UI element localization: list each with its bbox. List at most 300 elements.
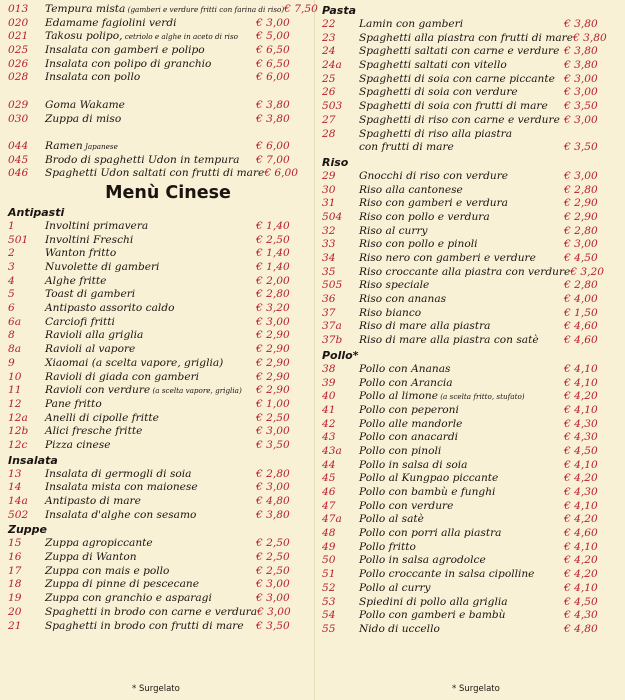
item-name [359, 266, 570, 280]
item-price: € 1,40 [256, 247, 290, 260]
item-price: € 1,50 [564, 306, 598, 319]
menu-item [8, 220, 308, 234]
item-price: € 4,30 [564, 486, 598, 498]
item-price: € 4,50 [564, 444, 598, 457]
item-name-text: Insalata di germogli di soia [45, 467, 192, 480]
item-name-text: Zuppa con mais e pollo [45, 564, 170, 577]
menu-item [8, 509, 308, 523]
item-price: € 4,80 [256, 495, 290, 507]
item-name-text: Involtini primavera [45, 219, 149, 232]
item-name-text: Nuvolette di gamberi [45, 261, 160, 273]
item-name-text: Pollo con peperoni [359, 403, 459, 416]
item-price: € 4,80 [564, 622, 598, 635]
item-price: € 1,40 [256, 219, 290, 232]
item-name-text: Pollo croccante in salsa cipolline [359, 568, 535, 581]
left-column [8, 3, 318, 633]
item-name [359, 73, 564, 87]
item-name-text: Riso di mare alla piastra [359, 320, 491, 333]
menu-item [322, 266, 616, 280]
menu-item [8, 620, 308, 634]
item-name-text: Riso con pollo e pinoli [359, 238, 478, 251]
menu-item [322, 609, 616, 623]
item-name-text: Spiedini di pollo alla griglia [359, 595, 508, 608]
item-name-text: Spaghetti Udon saltati con frutti di mare [45, 167, 265, 180]
item-name-text: Alghe fritte [45, 274, 107, 287]
item-name [359, 320, 564, 334]
item-price: € 2,80 [256, 288, 290, 301]
menu-item [8, 384, 308, 398]
menu-item [322, 431, 616, 445]
item-code: 504 [322, 210, 343, 223]
item-code: 46 [322, 486, 336, 498]
menu-item [8, 439, 308, 453]
item-code: 37 [322, 306, 336, 319]
footnote-surgelato-right: * Surgelato [452, 684, 500, 694]
menu-item [8, 126, 308, 140]
item-price: € 2,50 [256, 233, 290, 246]
section-riso-title: Riso [322, 155, 349, 169]
item-name-text: Riso nero con gamberi e verdure [359, 252, 536, 264]
item-code: 51 [322, 568, 336, 581]
item-price: € 7,50 [284, 3, 318, 15]
item-name-text: Takosu polipo, [45, 30, 123, 43]
item-name [45, 167, 264, 181]
item-code: 38 [322, 362, 336, 375]
item-code: 34 [322, 252, 336, 264]
item-code: 501 [8, 233, 29, 246]
menu-item [8, 592, 308, 606]
item-code: 41 [322, 403, 336, 416]
item-name-text: Zuppa di Wanton [45, 551, 137, 564]
item-code: 30 [322, 183, 336, 196]
menu-item [8, 58, 308, 72]
item-price: € 4,30 [564, 609, 598, 622]
item-name [359, 445, 564, 459]
item-price: € 4,60 [564, 320, 598, 333]
item-code: 50 [322, 554, 336, 567]
item-code: 16 [8, 551, 22, 564]
item-price: € 3,50 [256, 438, 290, 451]
item-name [45, 343, 256, 357]
item-code: 4 [8, 274, 15, 287]
item-name [359, 141, 564, 155]
item-code: 48 [322, 527, 336, 540]
item-code: 24 [322, 45, 336, 58]
menu-item [322, 527, 616, 541]
pollo-list [322, 363, 616, 637]
item-code: 55 [322, 622, 336, 635]
item-price: € 4,10 [564, 376, 598, 389]
item-price: € 3,20 [570, 265, 604, 278]
item-name [45, 468, 256, 482]
item-name-text: Zuppa di miso [45, 112, 122, 125]
item-name-text: Lamin con gamberi [359, 18, 464, 30]
item-name-text: Spaghetti di riso con carne e verdure [359, 113, 560, 126]
item-price: € 4,30 [564, 431, 598, 444]
section-zuppe-title: Zuppe [8, 523, 48, 537]
item-price: € 2,90 [256, 384, 290, 397]
item-name-text: Ravioli al vapore [45, 343, 136, 356]
item-price: € 4,20 [564, 513, 598, 526]
item-name [45, 481, 256, 495]
item-price: € 4,20 [564, 568, 598, 581]
item-price: € 3,00 [256, 578, 290, 591]
menu-item [8, 481, 308, 495]
item-price: € 3,80 [573, 31, 607, 44]
item-code: 12 [8, 397, 22, 410]
item-name-text: Spaghetti saltati con vitello [359, 59, 507, 72]
item-code: 21 [8, 619, 22, 632]
item-code: 046 [8, 167, 29, 180]
item-name-text: Riso alla cantonese [359, 183, 463, 196]
menu-item [322, 128, 616, 142]
item-name [359, 184, 564, 198]
item-name [359, 568, 564, 582]
item-name-text: Tempura mista [45, 3, 126, 15]
item-price: € 6,00 [256, 139, 290, 152]
item-code: 39 [322, 376, 336, 389]
item-name-text: Pollo fritto [359, 540, 416, 553]
menu-item [322, 596, 616, 610]
item-name-text: Spaghetti di soia con carne piccante [359, 72, 555, 85]
item-code: 505 [322, 279, 343, 292]
menu-item [322, 459, 616, 473]
item-price: € 3,80 [564, 59, 598, 72]
item-name-text: Riso di mare alla piastra con satè [359, 334, 539, 347]
item-code: 26 [322, 86, 336, 99]
section-pasta-title: Pasta [322, 4, 357, 17]
item-name-text: Pollo in salsa agrodolce [359, 554, 486, 567]
item-name-text: Riso bianco [359, 306, 422, 319]
item-name-text: Spaghetti di soia con verdure [359, 86, 518, 99]
menu-cinese-title: Menù Cinese [105, 182, 231, 203]
menu-item [322, 170, 616, 184]
menu-item [8, 247, 308, 261]
item-code: 23 [322, 31, 336, 44]
footnote-surgelato-left: * Surgelato [132, 684, 180, 694]
item-name [359, 45, 564, 59]
item-code: 49 [322, 540, 336, 553]
item-code: 8 [8, 329, 15, 342]
item-price: € 2,50 [256, 537, 290, 550]
item-name [45, 316, 256, 330]
menu-item [8, 357, 308, 371]
menu-item [322, 418, 616, 432]
menu-item [322, 100, 616, 114]
item-name [359, 307, 564, 321]
item-price: € 2,90 [256, 329, 290, 342]
item-name [359, 128, 564, 142]
menu-item [322, 225, 616, 239]
item-note: (a scelta fritto, stufato) [437, 392, 525, 402]
item-code: 54 [322, 609, 336, 622]
item-name [359, 541, 564, 555]
item-note: cetriolo e alghe in aceto di riso [122, 32, 238, 42]
item-code: 6 [8, 302, 15, 315]
item-name [359, 459, 564, 473]
item-code: 47 [322, 499, 336, 512]
item-name-text: Ravioli alla griglia [45, 329, 144, 342]
menu-item [8, 3, 318, 17]
item-code: 6a [8, 315, 22, 328]
item-name-text: Pollo con Ananas [359, 362, 451, 375]
item-code: 35 [322, 265, 336, 278]
menu-item [8, 71, 308, 85]
menu-item [8, 329, 308, 343]
antipasti-list [8, 220, 308, 453]
item-price: € 3,80 [564, 18, 598, 30]
item-name [359, 225, 564, 239]
item-name-text: Brodo di spaghetti Udon in tempura [45, 153, 240, 166]
item-price: € 4,30 [564, 417, 598, 430]
item-name [359, 623, 564, 637]
item-name [45, 275, 256, 289]
item-name-text: Anelli di cipolle fritte [45, 411, 159, 424]
menu-item [322, 141, 616, 155]
item-code: 40 [322, 390, 336, 403]
item-name [45, 551, 256, 565]
menu-item [8, 537, 308, 551]
item-name-text: Pollo con bambù e funghi [359, 486, 496, 498]
item-name-text: con frutti di mare [359, 141, 454, 154]
item-code: 22 [322, 18, 336, 30]
item-name [45, 140, 256, 154]
item-name-text: Edamame fagiolini verdi [45, 16, 177, 29]
item-name [359, 279, 564, 293]
item-price: € 2,50 [256, 551, 290, 564]
item-code: 25 [322, 72, 336, 85]
item-code: 14a [8, 495, 28, 507]
menu-item [8, 154, 308, 168]
item-code: 18 [8, 578, 22, 591]
item-name [45, 302, 256, 316]
menu-item [322, 445, 616, 459]
item-name-text: Zuppa con granchio e asparagi [45, 592, 212, 605]
item-name [45, 154, 256, 168]
menu-item [8, 412, 308, 426]
item-name [359, 404, 564, 418]
item-name-text: Pollo con verdure [359, 499, 454, 512]
item-name [45, 357, 256, 371]
item-name [359, 32, 573, 46]
item-code: 013 [8, 3, 29, 15]
menu-item [8, 343, 308, 357]
item-name-text: Riso con gamberi e verdura [359, 197, 509, 210]
menu-item [322, 307, 616, 321]
item-name-text: Pollo alle mandorle [359, 417, 463, 430]
item-name [45, 234, 256, 248]
menu-item [8, 468, 308, 482]
menu-item [322, 390, 616, 404]
item-code: 044 [8, 139, 29, 152]
menu-item [322, 623, 616, 637]
item-name [359, 472, 564, 486]
riso-list [322, 170, 616, 348]
item-name-text: Spaghetti di soia con frutti di mare [359, 100, 548, 113]
item-price: € 3,00 [256, 592, 290, 605]
item-price: € 3,00 [564, 113, 598, 126]
menu-item [8, 113, 308, 127]
item-price: € 3,00 [256, 16, 290, 29]
menu-item [322, 472, 616, 486]
item-code: 13 [8, 467, 22, 480]
item-code: 029 [8, 98, 29, 111]
menu-item [8, 606, 308, 620]
menu-item [8, 425, 308, 439]
menu-item [322, 377, 616, 391]
item-price: € 2,90 [564, 210, 598, 223]
item-name [359, 527, 564, 541]
item-price: € 4,10 [564, 362, 598, 375]
item-name [359, 334, 564, 348]
item-code: 14 [8, 481, 22, 494]
item-name [359, 500, 564, 514]
item-code: 20 [8, 605, 22, 618]
item-code: 43a [322, 444, 342, 457]
item-code: 3 [8, 261, 15, 273]
section-pollo-title: Pollo* [322, 348, 359, 362]
item-code: 19 [8, 592, 22, 605]
menu-item [322, 568, 616, 582]
menu-item [8, 17, 308, 31]
item-code: 45 [322, 472, 336, 485]
item-code: 47a [322, 513, 342, 526]
item-name-text: Insalata con gamberi e polipo [45, 44, 205, 57]
item-price: € 2,00 [256, 274, 290, 287]
item-name-text: Pane fritto [45, 397, 102, 410]
item-price: € 3,00 [564, 169, 598, 182]
item-price: € 4,10 [564, 581, 598, 594]
item-code: 43 [322, 431, 336, 444]
item-name-text: Insalata d'alghe con sesamo [45, 508, 197, 521]
menu-item [322, 252, 616, 266]
item-price: € 7,00 [256, 153, 290, 166]
item-code: 17 [8, 564, 22, 577]
item-name-text: Toast di gamberi [45, 288, 136, 301]
menu-item [8, 371, 308, 385]
item-name-text: Spaghetti alla piastra con frutti di mare [359, 31, 574, 44]
item-code: 44 [322, 458, 336, 471]
menu-item [8, 44, 308, 58]
item-name-text: Gnocchi di riso con verdure [359, 169, 509, 182]
menu-item [8, 495, 308, 509]
menu-item [8, 551, 308, 565]
item-code: 030 [8, 112, 29, 125]
item-price: € 3,80 [564, 45, 598, 58]
item-name [359, 596, 564, 610]
item-code: 33 [322, 238, 336, 251]
item-price: € 3,80 [256, 98, 290, 111]
item-code: 502 [8, 508, 29, 521]
item-name-text: Insalata con pollo [45, 71, 141, 84]
menu-item [322, 363, 616, 377]
item-price: € 2,90 [256, 343, 290, 356]
item-price: € 5,00 [256, 30, 290, 43]
item-name [45, 620, 256, 634]
menu-item [322, 59, 616, 73]
item-name [359, 197, 564, 211]
item-price: € 6,00 [264, 167, 299, 180]
item-name [45, 371, 256, 385]
menu-item [322, 541, 616, 555]
item-price: € 2,80 [256, 467, 290, 480]
right-column [322, 3, 616, 637]
menu-item [322, 500, 616, 514]
item-code: 32 [322, 224, 336, 237]
item-code: 2 [8, 247, 15, 260]
menu-item [8, 140, 308, 154]
item-name-text: Zuppa agropiccante [45, 537, 153, 550]
item-name [359, 252, 564, 266]
menu-item [8, 275, 308, 289]
item-name [359, 100, 564, 114]
menu-item [322, 293, 616, 307]
item-name-text: Riso con pollo e verdura [359, 210, 490, 223]
item-price: € 2,90 [564, 197, 598, 210]
menu-item [322, 211, 616, 225]
item-code: 15 [8, 537, 22, 550]
menu-item [8, 261, 308, 275]
item-name-text: Spaghetti saltati con carne e verdure [359, 45, 560, 58]
item-code: 37a [322, 320, 342, 333]
item-note: (a scelta vapore, griglia) [150, 386, 242, 396]
item-name-text: Spaghetti in brodo con frutti di mare [45, 619, 244, 632]
item-name-text: Insalata mista con maionese [45, 481, 198, 494]
item-name [45, 329, 256, 343]
item-price: € 4,60 [564, 334, 598, 347]
menu-item [322, 73, 616, 87]
menu-item [322, 486, 616, 500]
menu-item [322, 32, 616, 46]
item-code: 020 [8, 16, 29, 29]
menu-item [8, 316, 308, 330]
menu-item [8, 167, 308, 181]
item-name-text: Nido di uccello [359, 622, 440, 635]
item-price: € 2,80 [564, 183, 598, 196]
item-code: 9 [8, 356, 15, 369]
item-code: 503 [322, 100, 343, 113]
item-code: 10 [8, 370, 22, 383]
item-price: € 2,80 [564, 224, 598, 237]
item-name [45, 30, 256, 44]
item-price: € 2,90 [256, 356, 290, 369]
item-price: € 3,80 [256, 508, 290, 521]
item-name [45, 592, 256, 606]
item-name [45, 44, 256, 58]
item-price: € 4,10 [564, 403, 598, 416]
menu-item [8, 30, 308, 44]
item-price: € 2,50 [256, 411, 290, 424]
item-name-text: Riso con ananas [359, 293, 447, 306]
item-name-text: Ravioli con verdure [45, 384, 151, 397]
item-price: € 4,60 [564, 527, 598, 540]
item-name-text: Pollo con porri alla piastra [359, 527, 502, 540]
menu-item [8, 565, 308, 579]
item-name-text: Carciofi fritti [45, 315, 115, 328]
item-code: 36 [322, 293, 336, 306]
item-price: € 4,20 [564, 472, 598, 485]
item-name-text: Zuppa di pinne di pescecane [45, 578, 199, 591]
menu-item [8, 234, 308, 248]
item-price: € 3,20 [256, 302, 290, 315]
item-name-text: Antipasto di mare [45, 495, 141, 507]
item-price: € 2,80 [564, 279, 598, 292]
item-name [359, 293, 564, 307]
item-name-text: Involtini Freschi [45, 233, 134, 246]
item-price: € 1,40 [256, 261, 290, 273]
item-name [45, 537, 256, 551]
menu-item [322, 238, 616, 252]
